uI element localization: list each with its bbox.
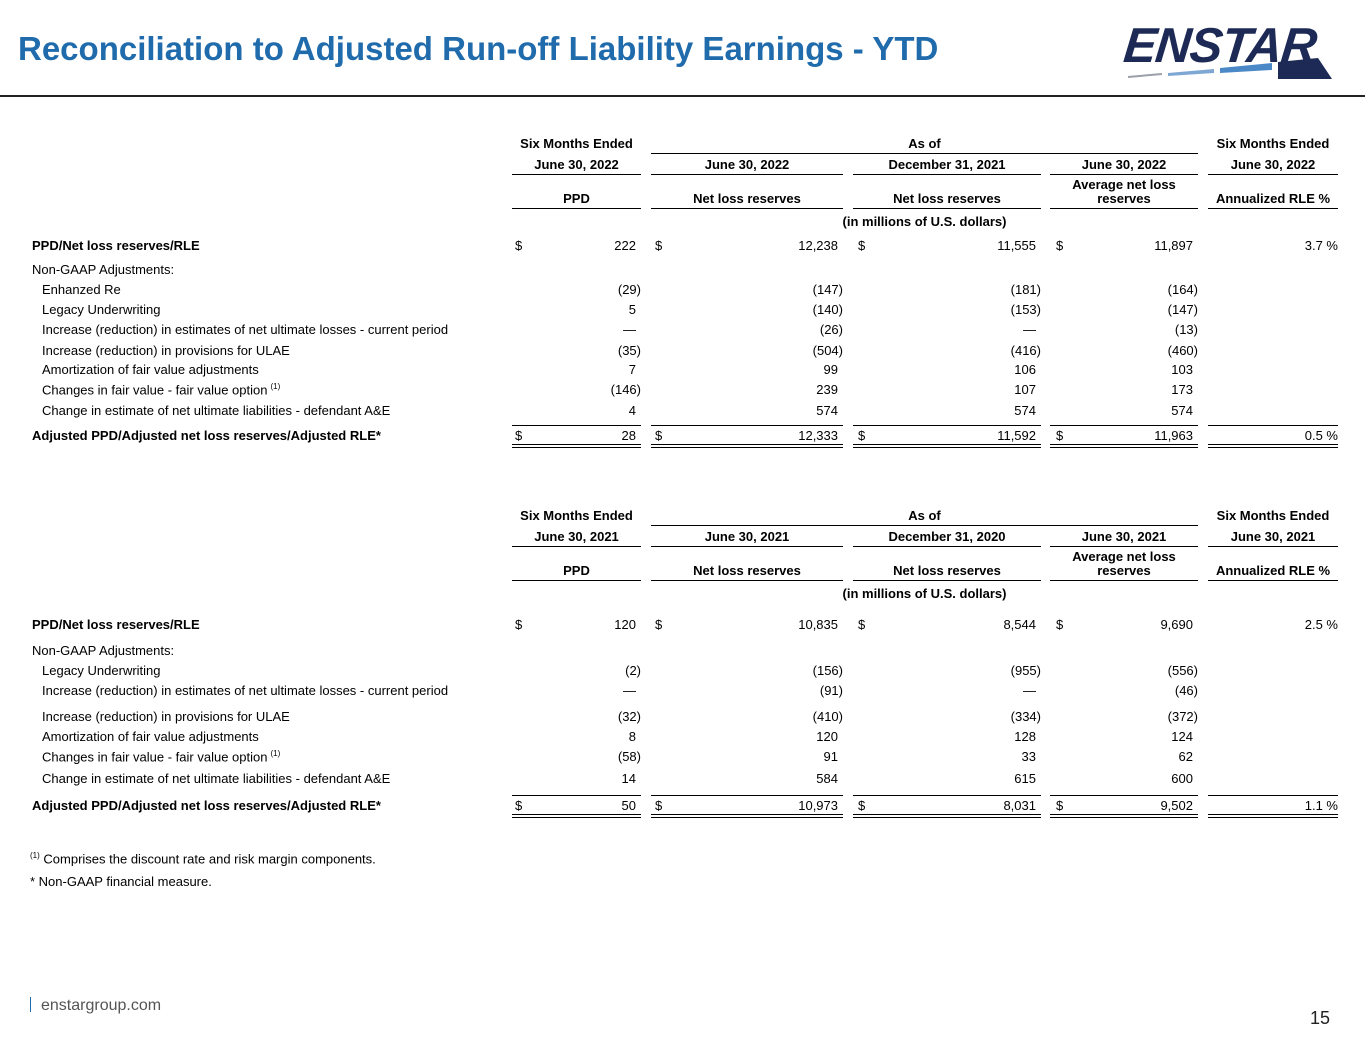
table2-main-val-4: 2.5 % [1304, 617, 1338, 632]
table2-total-rule-a-4 [1208, 814, 1338, 815]
table2-total-dollar-2: $ [858, 798, 866, 813]
footnote-marker: (1) [30, 851, 40, 860]
table1-main-dollar-2: $ [858, 238, 866, 253]
table1-date-rule-3 [1050, 174, 1198, 175]
table2-total-rule-top-1 [651, 795, 843, 796]
table2-row-2-val-0: (32) [617, 709, 641, 724]
table2-adj-heading: Non-GAAP Adjustments: [32, 643, 175, 658]
table2-date-rule-1 [651, 546, 843, 547]
table1-total-val-3: 11,963 [1154, 428, 1193, 443]
table2-total-rule-b-1 [651, 817, 843, 818]
table1-col-rule-4 [1208, 208, 1338, 209]
table2-row-label-text-2: Increase (reduction) in provisions for ULAE [42, 709, 290, 724]
table1-total-rule-b-3 [1050, 447, 1198, 448]
table2-main-dollar-0: $ [515, 617, 523, 632]
table1-footnote-ref: (1) [270, 382, 281, 391]
table2-col-label-0: PPD [563, 563, 590, 578]
table1-row-6-val-2: 574 [1014, 403, 1036, 418]
table2-main-dollar-2: $ [858, 617, 866, 632]
table1-col-rule-2 [853, 208, 1041, 209]
table1-total-rule-a-4 [1208, 444, 1338, 445]
table2-date-rule-3 [1050, 546, 1198, 547]
table2-row-1-val-2: — [1023, 683, 1036, 698]
enstar-logo [1122, 18, 1334, 80]
table1-main-dollar-1: $ [655, 238, 663, 253]
table2-col-rule-2 [853, 580, 1041, 581]
table1-total-val-1: 12,333 [798, 428, 838, 443]
table1-row-0-val-1: (147) [812, 282, 843, 297]
table1-row-label-text-0: Enhanzed Re [42, 282, 121, 297]
table2-total-rule-a-3 [1050, 814, 1198, 815]
footnote-2: * Non-GAAP financial measure. [30, 874, 212, 889]
table2-row-0-val-3: (556) [1167, 663, 1198, 678]
website-text: enstargroup.com [41, 997, 162, 1014]
table1-row-label-1 [42, 302, 161, 317]
table2-row-3-val-0: 8 [628, 729, 636, 744]
table2-date-rule-4 [1208, 546, 1338, 547]
table1-col-label-4: Annualized RLE % [1215, 191, 1331, 206]
table2-main-val-1: 10,835 [798, 617, 838, 632]
table1-row-2-val-0: — [623, 322, 636, 337]
table2-row-3-val-2: 128 [1014, 729, 1036, 744]
table2-total-val-3: 9,502 [1160, 798, 1193, 813]
table1-row-5-val-1: 239 [816, 382, 838, 397]
table1-date-rule-1 [651, 174, 843, 175]
table2-col-rule-3 [1050, 580, 1198, 581]
table1-main-val-2: 11,555 [997, 238, 1036, 253]
table1-date-1: June 30, 2022 [704, 157, 790, 172]
table2-total-val-1: 10,973 [798, 798, 838, 813]
table1-row-label-text-4: Amortization of fair value adjustments [42, 362, 259, 377]
table2-total-rule-a-1 [651, 814, 843, 815]
table2-date-1: June 30, 2021 [704, 529, 790, 544]
table1-main-val-4: 3.7 % [1304, 238, 1338, 253]
table1-row-label-text-2: Increase (reduction) in estimates of net ultimate losses - current period [42, 322, 449, 337]
table1-row-4-val-0: 7 [628, 362, 636, 377]
table1-date-0: June 30, 2022 [534, 157, 619, 172]
table2-main-label: PPD/Net loss reserves/RLE [32, 617, 200, 632]
table1-total-dollar-0: $ [515, 428, 523, 443]
table1-as-of-rule [651, 153, 1198, 154]
table1-row-5-val-3: 173 [1171, 382, 1193, 397]
table1-row-3-val-0: (35) [617, 343, 641, 358]
table1-row-6-val-1: 574 [816, 403, 838, 418]
table1-row-label-4 [42, 362, 259, 377]
table1-col-label-1: Net loss reserves [693, 191, 801, 206]
table2-col-rule-4 [1208, 580, 1338, 581]
table1-row-label-text-6: Change in estimate of net ultimate liabilities - defendant A&E [42, 403, 391, 418]
table2-row-label-2 [42, 709, 290, 724]
table1-total-label: Adjusted PPD/Adjusted net loss reserves/Adjusted RLE* [32, 428, 381, 443]
table1-row-4-val-1: 99 [823, 362, 838, 377]
table2-row-3-val-3: 124 [1171, 729, 1193, 744]
table2-total-rule-top-2 [853, 795, 1041, 796]
table1-row-0-val-0: (29) [617, 282, 641, 297]
table1-row-4-val-3: 103 [1171, 362, 1193, 377]
table2-total-rule-top-3 [1050, 795, 1198, 796]
table1-total-rule-top-1 [651, 425, 843, 426]
table1-row-label-6 [42, 403, 390, 418]
table2-hdr-right: Six Months Ended [1216, 508, 1330, 523]
table2-date-0: June 30, 2021 [534, 529, 619, 544]
table2-total-val-2: 8,031 [1003, 798, 1036, 813]
table1-total-val-4: 0.5 % [1304, 428, 1338, 443]
table2-row-1-val-1: (91) [819, 683, 843, 698]
table2-date-rule-2 [853, 546, 1041, 547]
table2-total-rule-b-4 [1208, 817, 1338, 818]
table1-row-label-3 [42, 343, 290, 358]
table2-col-rule-0 [512, 580, 641, 581]
table2-date-rule-0 [512, 546, 641, 547]
page-title: Reconciliation to Adjusted Run-off Liability Earnings - YTD [18, 30, 939, 67]
table1-total-dollar-2: $ [858, 428, 866, 443]
table1-row-0-val-3: (164) [1167, 282, 1198, 297]
table2-total-dollar-3: $ [1056, 798, 1064, 813]
table2-col-label-2: Net loss reserves [893, 563, 1001, 578]
table1-col-rule-0 [512, 208, 641, 209]
table2-total-label: Adjusted PPD/Adjusted net loss reserves/Adjusted RLE* [32, 798, 381, 813]
table2-row-0-val-1: (156) [812, 663, 843, 678]
table2-total-rule-b-2 [853, 817, 1041, 818]
table1-hdr-mid: As of [908, 136, 941, 151]
table1-col-4 [1208, 178, 1338, 206]
table2-total-rule-b-3 [1050, 817, 1198, 818]
table1-total-rule-a-3 [1050, 444, 1198, 445]
table2-row-1-val-0: — [623, 683, 636, 698]
table2-row-5-val-0: 14 [621, 771, 636, 786]
table1-main-val-1: 12,238 [798, 238, 838, 253]
table1-row-5-val-2: 107 [1014, 382, 1036, 397]
table1-row-4-val-2: 106 [1014, 362, 1036, 377]
table2-total-rule-a-2 [853, 814, 1041, 815]
table2-main-val-3: 9,690 [1160, 617, 1193, 632]
table2-row-label-3 [42, 729, 259, 744]
table2-row-label-text-4: Changes in fair value - fair value option [42, 749, 268, 765]
table2-row-0-val-2: (955) [1010, 663, 1041, 678]
table1-row-1-val-2: (153) [1010, 302, 1041, 317]
table1-total-rule-b-1 [651, 447, 843, 448]
table2-total-dollar-0: $ [515, 798, 523, 813]
table1-row-6-val-3: 574 [1171, 403, 1193, 418]
table2-date-2: December 31, 2020 [888, 529, 1006, 544]
footer-divider [30, 997, 31, 1012]
table1-hdr-right: Six Months Ended [1216, 136, 1330, 151]
title-divider [0, 95, 1365, 97]
table2-date-4: June 30, 2021 [1230, 529, 1316, 544]
table1-date-2: December 31, 2021 [888, 157, 1006, 172]
table2-total-val-0: 50 [621, 798, 636, 813]
table1-total-rule-a-2 [853, 444, 1041, 445]
table1-col-rule-1 [651, 208, 843, 209]
table2-row-4-val-3: 62 [1178, 749, 1193, 764]
table2-row-label-text-3: Amortization of fair value adjustments [42, 729, 259, 744]
table1-row-label-0 [42, 282, 121, 297]
table2-main-dollar-1: $ [655, 617, 663, 632]
table1-total-rule-b-4 [1208, 447, 1338, 448]
table1-col-label-3: Average net loss reserves [1072, 177, 1176, 206]
table1-main-dollar-0: $ [515, 238, 523, 253]
table1-total-rule-top-2 [853, 425, 1041, 426]
table1-row-0-val-2: (181) [1010, 282, 1041, 297]
table1-date-rule-2 [853, 174, 1041, 175]
table1-total-rule-a-0 [512, 444, 641, 445]
table1-total-rule-top-0 [512, 425, 641, 426]
table1-main-val-0: 222 [614, 238, 636, 253]
table1-col-rule-3 [1050, 208, 1198, 209]
table1-col-1 [651, 178, 843, 206]
table2-units: (in millions of U.S. dollars) [842, 586, 1007, 601]
table1-total-val-2: 11,592 [997, 428, 1036, 443]
table1-row-label-text-5: Changes in fair value - fair value option [42, 382, 268, 398]
table1-date-rule-4 [1208, 174, 1338, 175]
table2-main-val-0: 120 [614, 617, 636, 632]
table1-row-3-val-3: (460) [1167, 343, 1198, 358]
table1-total-rule-b-2 [853, 447, 1041, 448]
table2-total-dollar-1: $ [655, 798, 663, 813]
table1-row-5-val-0: (146) [610, 382, 641, 397]
table2-col-4 [1208, 550, 1338, 578]
table2-row-5-val-3: 600 [1171, 771, 1193, 786]
table2-hdr-left: Six Months Ended [520, 508, 633, 523]
table1-total-rule-top-3 [1050, 425, 1198, 426]
table2-row-2-val-2: (334) [1010, 709, 1041, 724]
table2-row-label-0 [42, 663, 161, 678]
table2-row-label-text-1: Increase (reduction) in estimates of net ultimate losses - current period [42, 683, 449, 698]
table2-row-4-val-2: 33 [1021, 749, 1036, 764]
table1-col-3 [1050, 178, 1198, 206]
table1-total-dollar-1: $ [655, 428, 663, 443]
table1-row-3-val-2: (416) [1010, 343, 1041, 358]
table2-row-label-5 [42, 771, 390, 786]
table2-row-2-val-1: (410) [812, 709, 843, 724]
table1-col-2 [853, 178, 1041, 206]
table1-date-4: June 30, 2022 [1230, 157, 1316, 172]
table2-total-rule-top-4 [1208, 795, 1338, 796]
table2-as-of-rule [651, 525, 1198, 526]
table2-row-label-text-0: Legacy Underwriting [42, 663, 161, 678]
table2-total-rule-b-0 [512, 817, 641, 818]
table2-row-4-val-1: 91 [823, 749, 838, 764]
logo-wordmark: ENSTAR [1121, 19, 1319, 73]
table1-total-dollar-3: $ [1056, 428, 1064, 443]
table2-col-2 [853, 550, 1041, 578]
table1-row-1-val-1: (140) [812, 302, 843, 317]
table2-col-label-4: Annualized RLE % [1215, 563, 1331, 578]
footnote-1-text: Comprises the discount rate and risk margin components. [43, 851, 376, 867]
table1-total-rule-a-1 [651, 444, 843, 445]
table2-row-5-val-1: 584 [816, 771, 838, 786]
footer-website [30, 997, 161, 1015]
table2-row-label-1 [42, 683, 448, 698]
table1-col-label-0: PPD [563, 191, 590, 206]
table1-row-label-text-1: Legacy Underwriting [42, 302, 161, 317]
table1-total-rule-b-0 [512, 447, 641, 448]
table1-main-dollar-3: $ [1056, 238, 1064, 253]
table1-row-1-val-0: 5 [628, 302, 636, 317]
table1-hdr-left: Six Months Ended [520, 136, 633, 151]
table1-col-0 [512, 178, 641, 206]
table2-col-label-1: Net loss reserves [693, 563, 801, 578]
table1-total-rule-top-4 [1208, 425, 1338, 426]
table2-row-3-val-1: 120 [816, 729, 838, 744]
table2-hdr-mid: As of [908, 508, 941, 523]
table1-row-6-val-0: 4 [628, 403, 636, 418]
table2-total-rule-a-0 [512, 814, 641, 815]
table2-row-4-val-0: (58) [617, 749, 641, 764]
table2-row-2-val-3: (372) [1167, 709, 1198, 724]
table1-main-val-3: 11,897 [1154, 238, 1193, 253]
table1-row-2-val-3: (13) [1174, 322, 1198, 337]
table2-col-rule-1 [651, 580, 843, 581]
table2-row-0-val-0: (2) [625, 663, 641, 678]
table1-row-label-text-3: Increase (reduction) in provisions for ULAE [42, 343, 290, 358]
table1-row-1-val-3: (147) [1167, 302, 1198, 317]
table1-row-label-5 [42, 382, 280, 397]
table1-row-label-2 [42, 322, 448, 337]
table1-units: (in millions of U.S. dollars) [842, 214, 1007, 229]
table2-total-rule-top-0 [512, 795, 641, 796]
table2-row-5-val-2: 615 [1014, 771, 1036, 786]
table2-col-3 [1050, 550, 1198, 578]
table1-total-val-0: 28 [621, 428, 636, 443]
table2-main-val-2: 8,544 [1003, 617, 1036, 632]
table2-col-label-3: Average net loss reserves [1072, 549, 1176, 578]
table2-col-0 [512, 550, 641, 578]
table1-date-rule-0 [512, 174, 641, 175]
table1-col-label-2: Net loss reserves [893, 191, 1001, 206]
table2-row-1-val-3: (46) [1174, 683, 1198, 698]
table1-adj-heading: Non-GAAP Adjustments: [32, 262, 175, 277]
table2-col-1 [651, 550, 843, 578]
table2-footnote-ref: (1) [270, 749, 281, 758]
table2-total-val-4: 1.1 % [1304, 798, 1338, 813]
table1-row-2-val-2: — [1023, 322, 1036, 337]
table1-main-label: PPD/Net loss reserves/RLE [32, 238, 200, 253]
table1-row-3-val-1: (504) [812, 343, 843, 358]
table2-date-3: June 30, 2021 [1081, 529, 1167, 544]
footnote-1 [30, 851, 376, 866]
table2-main-dollar-3: $ [1056, 617, 1064, 632]
page-number: 15 [1310, 1008, 1331, 1028]
table1-date-3: June 30, 2022 [1081, 157, 1167, 172]
table2-row-label-text-5: Change in estimate of net ultimate liabilities - defendant A&E [42, 771, 391, 786]
table2-row-label-4 [42, 749, 280, 764]
table1-row-2-val-1: (26) [819, 322, 843, 337]
